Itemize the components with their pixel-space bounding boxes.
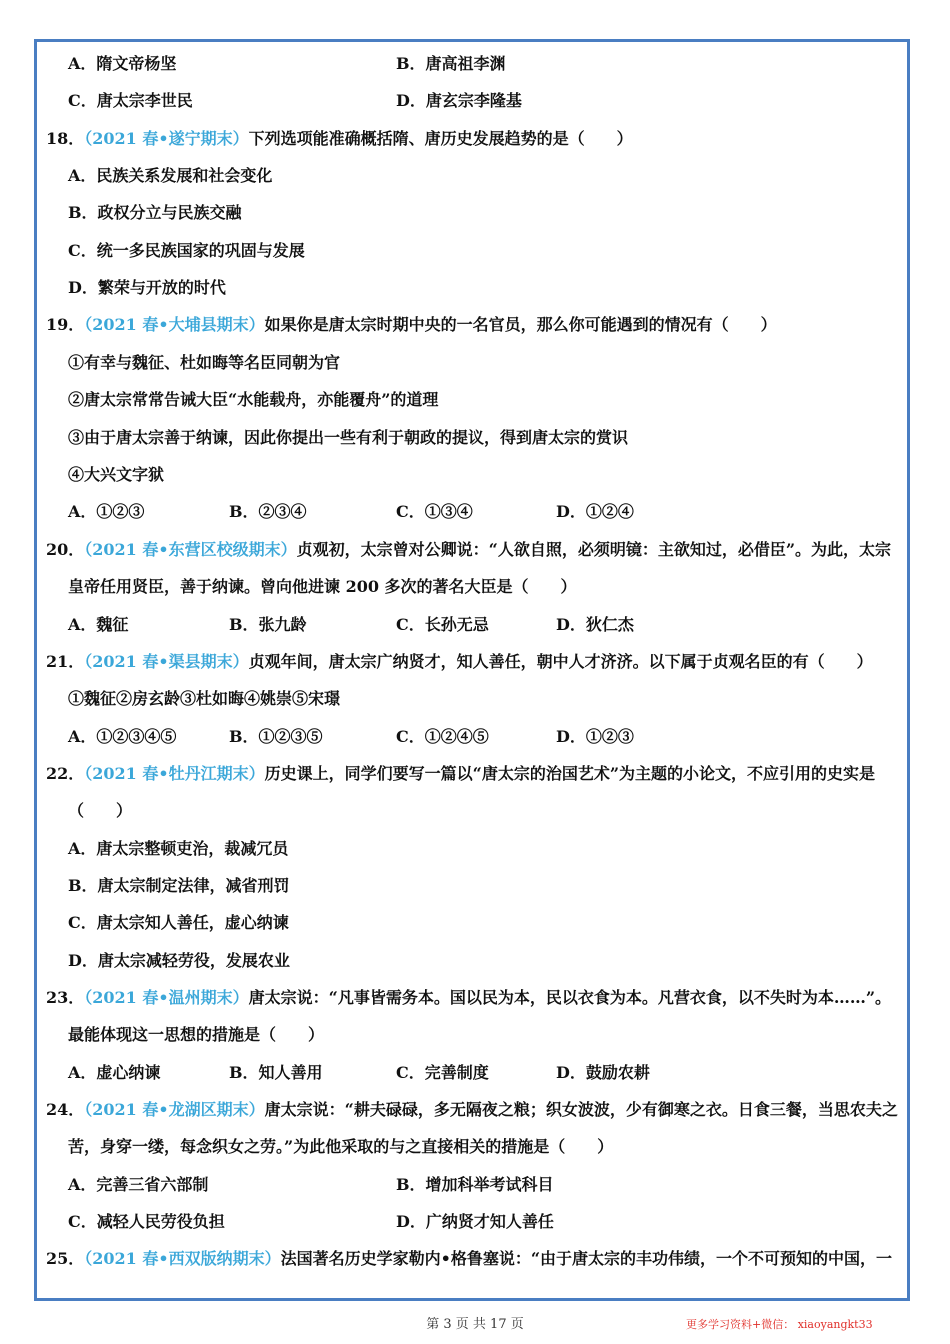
question-source: （2021 春•龙湖区期末）: [84, 1100, 265, 1119]
q19-statement-2: ②唐太宗常常告诫大臣“水能载舟，亦能覆舟”的道理: [68, 390, 439, 409]
q18-option-a[interactable]: A．民族关系发展和社会变化: [68, 166, 273, 185]
question-text: 贞观年间，唐太宗广纳贤才，知人善任，朝中人才济济。以下属于贞观名臣的有（ ）: [248, 652, 873, 671]
q21-statements: ①魏征②房玄龄③杜如晦④姚崇⑤宋璟: [68, 689, 341, 708]
q17-option-c[interactable]: C．唐太宗李世民: [68, 91, 193, 110]
q20-option-a[interactable]: A．魏征: [68, 615, 129, 634]
question-source: （2021 春•遂宁期末）: [84, 129, 249, 148]
page-number: 第 3 页 共 17 页: [426, 1317, 524, 1332]
question-source: （2021 春•渠县期末）: [84, 652, 249, 671]
question-18-stem: [46, 128, 633, 150]
question-number: 18．: [46, 129, 85, 148]
q22-option-b[interactable]: B．唐太宗制定法律，减省刑罚: [68, 876, 290, 895]
question-number: 19．: [46, 315, 85, 334]
question-source: （2021 春•西双版纳期末）: [84, 1249, 281, 1268]
question-number: 21．: [46, 652, 85, 671]
question-24-stem-cont: 苦，身穿一缕，每念织女之劳。”为此他采取的与之直接相关的措施是（ ）: [68, 1137, 614, 1156]
q17-option-a[interactable]: A．隋文帝杨坚: [68, 54, 177, 73]
q17-option-d[interactable]: D．唐玄宗李隆基: [396, 91, 522, 110]
q18-option-c[interactable]: C．统一多民族国家的巩固与发展: [68, 241, 305, 260]
question-23-stem: [46, 987, 891, 1009]
watermark-text: 更多学习资料+微信： xiaoyangkt33: [686, 1318, 873, 1331]
question-text: 唐太宗说：“凡事皆需务本。国以民为本，民以衣食为本。凡营衣食，以不失时为本……”。: [248, 988, 892, 1007]
q23-option-d[interactable]: D．鼓励农耕: [556, 1063, 650, 1082]
q18-option-d[interactable]: D．繁荣与开放的时代: [68, 278, 226, 297]
q20-option-d[interactable]: D．狄仁杰: [556, 615, 634, 634]
q19-statement-4: ④大兴文字狱: [68, 465, 165, 484]
question-number: 25．: [46, 1249, 85, 1268]
q23-option-c[interactable]: C．完善制度: [396, 1063, 489, 1082]
question-text: 法国著名历史学家勒内•格鲁塞说：“由于唐太宗的丰功伟绩，一个不可预知的中国，一: [280, 1249, 893, 1268]
question-text: 如果你是唐太宗时期中央的一名官员，那么你可能遇到的情况有（ ）: [264, 315, 777, 334]
q21-option-d[interactable]: D．①②③: [556, 727, 634, 746]
question-23-stem-cont: 最能体现这一思想的措施是（ ）: [68, 1025, 325, 1044]
q22-option-c[interactable]: C．唐太宗知人善任，虚心纳谏: [68, 913, 289, 932]
q24-option-a[interactable]: A．完善三省六部制: [68, 1175, 209, 1194]
question-number: 24．: [46, 1100, 85, 1119]
q19-option-c[interactable]: C．①③④: [396, 502, 473, 521]
question-text: 下列选项能准确概括隋、唐历史发展趋势的是（ ）: [248, 129, 633, 148]
q20-option-c[interactable]: C．长孙无忌: [396, 615, 489, 634]
q23-option-b[interactable]: B．知人善用: [229, 1063, 323, 1082]
question-number: 22．: [46, 764, 85, 783]
question-22-stem: [46, 763, 875, 785]
q23-option-a[interactable]: A．虚心纳谏: [68, 1063, 161, 1082]
question-text: 贞观初，太宗曾对公卿说：“人欲自照，必须明镜：主欲知过，必借臣”。为此，太宗: [296, 540, 892, 559]
q19-statement-1: ①有幸与魏征、杜如晦等名臣同朝为官: [68, 353, 341, 372]
q20-option-b[interactable]: B．张九龄: [229, 615, 307, 634]
q19-option-d[interactable]: D．①②④: [556, 502, 634, 521]
q22-option-a[interactable]: A．唐太宗整顿吏治，裁减冗员: [68, 839, 289, 858]
question-22-stem-cont: （ ）: [68, 801, 133, 820]
question-text: 历史课上，同学们要写一篇以“唐太宗的治国艺术”为主题的小论文，不应引用的史实是: [264, 764, 876, 783]
question-24-stem: [46, 1099, 898, 1121]
question-number: 20．: [46, 540, 85, 559]
question-source: （2021 春•东营区校级期末）: [84, 540, 297, 559]
question-source: （2021 春•温州期末）: [84, 988, 249, 1007]
q21-option-c[interactable]: C．①②④⑤: [396, 727, 489, 746]
q21-option-a[interactable]: A．①②③④⑤: [68, 727, 177, 746]
question-19-stem: [46, 314, 777, 336]
q19-option-a[interactable]: A．①②③: [68, 502, 145, 521]
q22-option-d[interactable]: D．唐太宗减轻劳役，发展农业: [68, 951, 290, 970]
q24-option-b[interactable]: B．增加科举考试科目: [396, 1175, 554, 1194]
question-text: 唐太宗说：“耕夫碌碌，多无隔夜之粮；织女波波，少有御寒之衣。日食三餐，当思农夫之: [264, 1100, 898, 1119]
question-source: （2021 春•大埔县期末）: [84, 315, 265, 334]
q19-option-b[interactable]: B．②③④: [229, 502, 307, 521]
question-20-stem-cont: 皇帝任用贤臣，善于纳谏。曾向他进谏 200 多次的著名大臣是（ ）: [68, 577, 577, 596]
q19-statement-3: ③由于唐太宗善于纳谏，因此你提出一些有利于朝政的提议，得到唐太宗的赏识: [68, 428, 629, 447]
question-25-stem: [46, 1248, 892, 1270]
question-source: （2021 春•牡丹江期末）: [84, 764, 265, 783]
q17-option-b[interactable]: B．唐高祖李渊: [396, 54, 506, 73]
q24-option-d[interactable]: D．广纳贤才知人善任: [396, 1212, 554, 1231]
question-number: 23．: [46, 988, 85, 1007]
q24-option-c[interactable]: C．减轻人民劳役负担: [68, 1212, 225, 1231]
question-21-stem: [46, 651, 873, 673]
q18-option-b[interactable]: B．政权分立与民族交融: [68, 203, 242, 222]
q21-option-b[interactable]: B．①②③⑤: [229, 727, 323, 746]
question-20-stem: [46, 539, 891, 561]
